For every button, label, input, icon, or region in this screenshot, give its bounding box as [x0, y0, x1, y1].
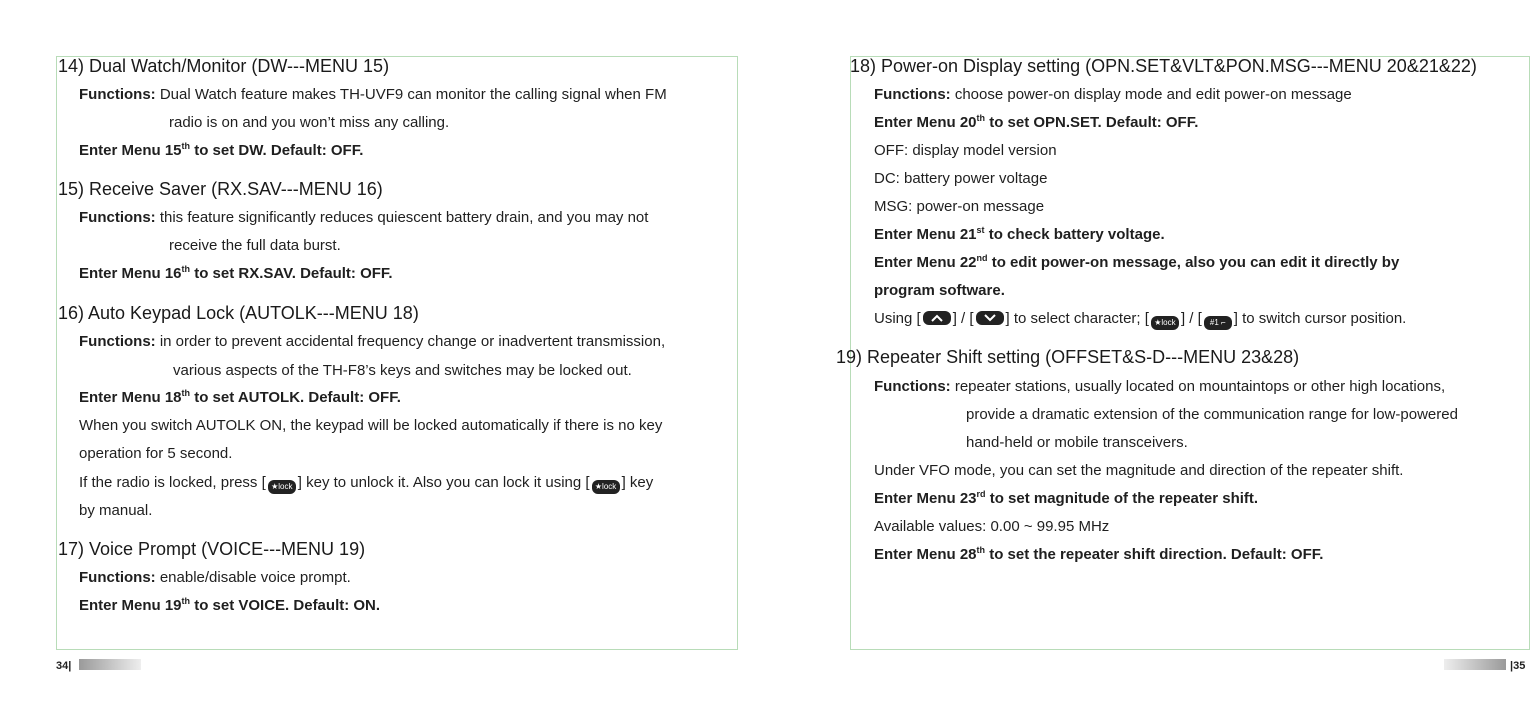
- section-18-heading: 18) Power-on Display setting (OPN.SET&VLT&PON.MSG---MENU 20&21&22): [850, 56, 1477, 76]
- page-35: [794, 0, 1531, 708]
- section-16-heading: 16) Auto Keypad Lock (AUTOLK---MENU 18): [58, 303, 419, 323]
- section-18-menu-21: Enter Menu 21st to check battery voltage.: [874, 225, 1165, 243]
- section-18-keys-note: Using [ ] / [ ] to select character; [ ★lock ] / [ #1 ⌐ ] to switch cursor position.: [874, 309, 1406, 330]
- section-19-values: Available values: 0.00 ~ 99.95 MHz: [874, 518, 1110, 535]
- section-19-functions: Functions: repeater stations, usually located on mountaintops or other high locations,: [874, 378, 1446, 395]
- section-19-functions-cont-1: provide a dramatic extension of the communication range for low-powered: [966, 406, 1458, 423]
- section-15-functions: Functions: this feature significantly reduces quiescent battery drain, and you may not: [79, 209, 649, 226]
- section-16-note-2: If the radio is locked, press [ ★lock ] key to unlock it. Also you can lock it using [ ★lock ] key: [79, 473, 653, 494]
- footer-bar-left: [79, 659, 141, 670]
- section-17-menu: Enter Menu 19th to set VOICE. Default: ON.: [79, 596, 381, 614]
- section-18-functions: Functions: choose power-on display mode and edit power-on message: [874, 86, 1352, 103]
- option-dc: DC: battery power voltage: [874, 170, 1048, 187]
- star-lock-key-icon: ★lock: [268, 480, 296, 494]
- section-18-menu-20: Enter Menu 20th to set OPN.SET. Default: OFF.: [874, 113, 1199, 131]
- section-17-functions: Functions: enable/disable voice prompt.: [79, 569, 351, 586]
- section-18-menu-22-cont: program software.: [874, 282, 1005, 299]
- section-19-heading: 19) Repeater Shift setting (OFFSET&S-D---MENU 23&28): [836, 347, 1300, 367]
- footer-bar-right: [1444, 659, 1506, 670]
- section-16-functions-cont: various aspects of the TH-F8’s keys and switches may be locked out.: [173, 362, 632, 379]
- option-off: OFF: display model version: [874, 142, 1057, 159]
- section-19-vfo-note: Under VFO mode, you can set the magnitude and direction of the repeater shift.: [874, 462, 1404, 479]
- option-msg: MSG: power-on message: [874, 198, 1045, 215]
- section-14-heading: 14) Dual Watch/Monitor (DW---MENU 15): [58, 56, 390, 76]
- section-14-functions-cont: radio is on and you won’t miss any calling.: [169, 114, 450, 131]
- down-key-icon: [976, 311, 1004, 325]
- up-key-icon: [923, 311, 951, 325]
- section-17-heading: 17) Voice Prompt (VOICE---MENU 19): [58, 539, 366, 559]
- section-19-functions-cont-2: hand-held or mobile transceivers.: [966, 434, 1188, 451]
- page-number-right: |35: [1510, 660, 1526, 672]
- section-16-functions: Functions: in order to prevent accidental frequency change or inadvertent transmission,: [79, 333, 666, 350]
- section-16-note-1: When you switch AUTOLK ON, the keypad will be locked automatically if there is no key: [79, 417, 663, 434]
- page-number-left: 34|: [56, 660, 72, 672]
- section-18-menu-22: Enter Menu 22nd to edit power-on message, also you can edit it directly by: [874, 253, 1400, 271]
- section-14-menu: Enter Menu 15th to set DW. Default: OFF.: [79, 141, 364, 159]
- section-16-note-1-cont: operation for 5 second.: [79, 445, 233, 462]
- section-19-menu-28: Enter Menu 28th to set the repeater shift direction. Default: OFF.: [874, 545, 1324, 563]
- section-16-menu: Enter Menu 18th to set AUTOLK. Default: OFF.: [79, 388, 401, 406]
- star-lock-key-icon: ★lock: [592, 480, 620, 494]
- section-15-heading: 15) Receive Saver (RX.SAV---MENU 16): [58, 179, 383, 199]
- hash-key-icon: #1 ⌐: [1204, 316, 1232, 330]
- section-15-functions-cont: receive the full data burst.: [169, 237, 341, 254]
- section-15-menu: Enter Menu 16th to set RX.SAV. Default: OFF.: [79, 264, 393, 282]
- section-19-menu-23: Enter Menu 23rd to set magnitude of the repeater shift.: [874, 489, 1259, 507]
- section-14-functions: Functions: Dual Watch feature makes TH-UVF9 can monitor the calling signal when FM: [79, 86, 667, 103]
- section-16-note-2-cont: by manual.: [79, 502, 153, 519]
- star-lock-key-icon: ★lock: [1151, 316, 1179, 330]
